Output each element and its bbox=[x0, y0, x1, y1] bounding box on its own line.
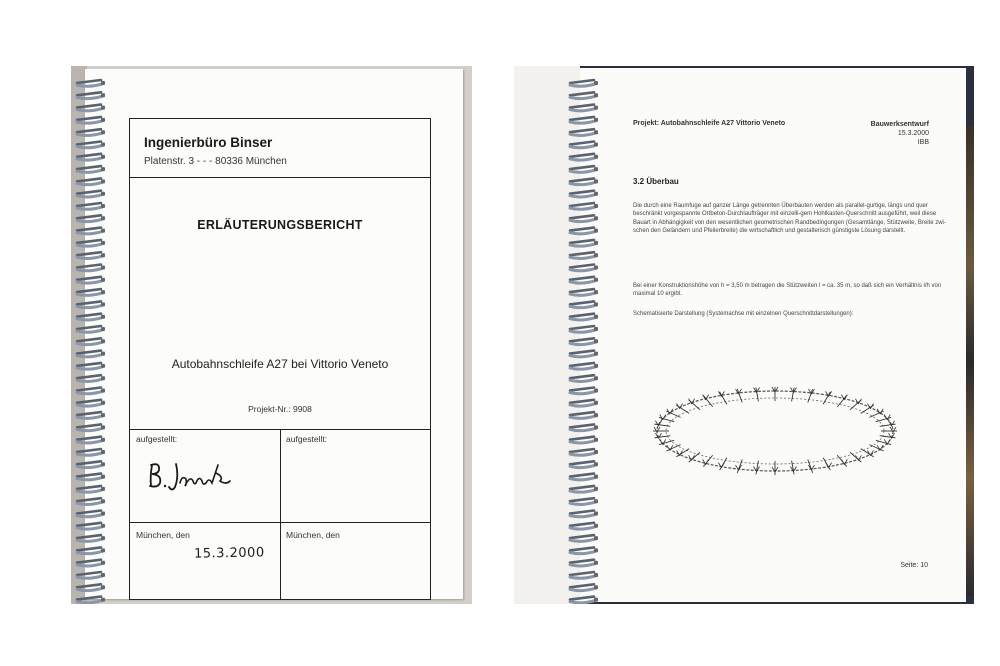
spiral-ring bbox=[77, 412, 105, 418]
spiral-ring bbox=[77, 523, 105, 529]
header-date: 15.3.2000 bbox=[897, 130, 929, 137]
cross-section-mark bbox=[676, 403, 689, 413]
spiral-ring bbox=[570, 400, 598, 406]
cover-page bbox=[85, 69, 463, 599]
spiral-ring bbox=[77, 117, 105, 123]
spiral-ring bbox=[570, 363, 598, 369]
spiral-ring bbox=[570, 105, 598, 111]
header-meta bbox=[871, 120, 929, 147]
paragraph-superstructure: Die durch eine Raumfuge auf ganzer Länge getrennten Überbauten werden als parallel-gurtige, längs und quer beschränkt vorgespannte Ortbeton-Durchlaufträger mit einzelli-gem Hohlkasten-Querschnitt ausgeführt, weil diese Bauart in Abhängigkeit von den wesentlichen geometrischen Randbedingungen (Gesamtlänge, Stützweite, Breite zwi-schen den Geländern und Pfeilerbreite) die wirtschaftlich und gestalterisch günstigste Lösung darstellt. bbox=[633, 203, 946, 234]
spiral-ring bbox=[77, 154, 105, 160]
spiral-ring bbox=[570, 142, 598, 148]
spiral-ring bbox=[77, 449, 105, 455]
spiral-ring bbox=[77, 92, 105, 98]
handwritten-signature bbox=[146, 459, 236, 498]
cross-section-mark bbox=[754, 387, 760, 401]
firm-name: Ingenierbüro Binser bbox=[144, 135, 273, 150]
spiral-ring bbox=[570, 388, 598, 394]
ring-axis-inner bbox=[666, 398, 884, 464]
spiral-ring bbox=[570, 597, 598, 603]
spiral-ring bbox=[77, 474, 105, 480]
spiral-ring bbox=[77, 252, 105, 258]
spiral-ring bbox=[570, 252, 598, 258]
spiral-ring bbox=[77, 314, 105, 320]
spiral-ring bbox=[570, 511, 598, 517]
spiral-ring bbox=[570, 486, 598, 492]
header-project: Projekt: Autobahnschleife A27 Vittorio Veneto bbox=[633, 120, 786, 127]
spiral-ring bbox=[77, 289, 105, 295]
content-page bbox=[580, 68, 966, 602]
spiral-ring bbox=[570, 314, 598, 320]
divider bbox=[130, 177, 430, 178]
page-number: Seite: 10 bbox=[900, 562, 928, 569]
spiral-ring bbox=[570, 228, 598, 234]
spiral-binding bbox=[564, 66, 604, 604]
header-doc-type: Bauwerksentwurf bbox=[870, 121, 929, 128]
spiral-ring bbox=[77, 498, 105, 504]
cross-section-mark bbox=[790, 387, 796, 401]
cross-section-mark bbox=[837, 395, 847, 407]
spiral-ring bbox=[570, 326, 598, 332]
cross-section-mark bbox=[703, 395, 713, 407]
spiral-ring bbox=[77, 388, 105, 394]
spiral-ring bbox=[77, 375, 105, 381]
header-office: IBB bbox=[917, 139, 929, 146]
cross-section-mark bbox=[790, 461, 796, 475]
spiral-ring bbox=[77, 105, 105, 111]
spiral-ring bbox=[570, 523, 598, 529]
spiral-ring bbox=[570, 154, 598, 160]
prepared-by-label-left: aufgestellt: bbox=[136, 434, 178, 444]
spiral-ring bbox=[77, 228, 105, 234]
spiral-ring bbox=[77, 547, 105, 553]
section-title: 3.2 Überbau bbox=[633, 177, 679, 186]
spiral-ring bbox=[570, 547, 598, 553]
spiral-ring bbox=[570, 301, 598, 307]
spiral-ring bbox=[77, 265, 105, 271]
ring-bridge-diagram bbox=[640, 373, 910, 508]
spiral-ring bbox=[77, 215, 105, 221]
spiral-ring bbox=[570, 80, 598, 86]
spiral-ring bbox=[570, 289, 598, 295]
spiral-ring bbox=[77, 560, 105, 566]
spiral-ring bbox=[570, 461, 598, 467]
spiral-ring bbox=[570, 265, 598, 271]
paragraph-span-ratio: Bei einer Konstruktionshöhe von h = 3,50 m betragen die Stützweiten l = ca. 35 m, so daß sich ein Verhältnis l/h von maximal 10 ergibt. bbox=[633, 283, 942, 298]
spiral-binding bbox=[71, 66, 111, 604]
spiral-ring bbox=[570, 424, 598, 430]
spiral-ring bbox=[77, 301, 105, 307]
spiral-ring bbox=[570, 449, 598, 455]
cross-section-mark bbox=[736, 460, 743, 473]
place-date-label-left: München, den bbox=[136, 530, 190, 540]
cross-section-mark bbox=[653, 427, 669, 432]
handwritten-date: 15.3.2000 bbox=[193, 545, 265, 562]
spiral-ring bbox=[570, 215, 598, 221]
spiral-ring bbox=[570, 92, 598, 98]
spiral-ring bbox=[77, 142, 105, 148]
cross-section-mark bbox=[869, 445, 883, 451]
spiral-ring bbox=[570, 117, 598, 123]
prepared-by-label-right: aufgestellt: bbox=[286, 434, 328, 444]
spiral-ring bbox=[570, 129, 598, 135]
spiral-ring bbox=[570, 178, 598, 184]
spiral-ring bbox=[570, 498, 598, 504]
spiral-ring bbox=[570, 351, 598, 357]
spiral-ring bbox=[570, 560, 598, 566]
spiral-ring bbox=[77, 80, 105, 86]
spiral-ring bbox=[77, 535, 105, 541]
spiral-ring bbox=[570, 240, 598, 246]
spiral-ring bbox=[77, 129, 105, 135]
spiral-ring bbox=[570, 474, 598, 480]
spiral-ring bbox=[77, 240, 105, 246]
spiral-ring bbox=[77, 424, 105, 430]
cross-section-mark bbox=[881, 427, 897, 432]
spiral-ring bbox=[570, 412, 598, 418]
title-block-frame bbox=[129, 118, 431, 600]
project-number: Projekt-Nr.: 9908 bbox=[248, 404, 312, 414]
spiral-ring bbox=[77, 203, 105, 209]
cross-section-mark bbox=[666, 445, 680, 451]
spiral-ring bbox=[77, 572, 105, 578]
cross-section-mark bbox=[659, 439, 674, 444]
spiral-ring bbox=[570, 375, 598, 381]
spiral-ring bbox=[77, 338, 105, 344]
spiral-ring bbox=[570, 572, 598, 578]
cross-section-mark bbox=[772, 461, 778, 475]
spiral-ring bbox=[77, 326, 105, 332]
spiral-ring bbox=[77, 511, 105, 517]
spiral-ring bbox=[77, 351, 105, 357]
document-title: ERLÄUTERUNGSBERICHT bbox=[197, 218, 363, 232]
spiral-ring bbox=[570, 535, 598, 541]
paragraph-diagram-caption: Schematisierte Darstellung (Systemachse mit einzelnen Querschnittdarstellungen): bbox=[633, 311, 854, 317]
spiral-ring bbox=[570, 338, 598, 344]
divider bbox=[130, 522, 430, 523]
spiral-ring bbox=[77, 191, 105, 197]
spiral-ring bbox=[77, 400, 105, 406]
spiral-ring bbox=[570, 203, 598, 209]
cross-section-mark bbox=[850, 399, 861, 410]
firm-address: Platenstr. 3 - - - 80336 München bbox=[144, 156, 287, 167]
spiral-ring bbox=[77, 584, 105, 590]
place-date-label-right: München, den bbox=[286, 530, 340, 540]
spiral-ring bbox=[77, 597, 105, 603]
spiral-ring bbox=[570, 277, 598, 283]
cross-section-mark bbox=[772, 387, 778, 401]
cross-section-mark bbox=[754, 461, 760, 475]
spiral-ring bbox=[77, 363, 105, 369]
spiral-ring bbox=[570, 166, 598, 172]
spiral-ring bbox=[77, 461, 105, 467]
cover-notebook bbox=[71, 66, 472, 604]
divider bbox=[280, 429, 281, 599]
spiral-ring bbox=[77, 166, 105, 172]
spiral-ring bbox=[77, 178, 105, 184]
content-notebook bbox=[514, 66, 974, 604]
spiral-ring bbox=[77, 486, 105, 492]
spiral-ring bbox=[77, 277, 105, 283]
spiral-ring bbox=[570, 437, 598, 443]
project-title: Autobahnschleife A27 bei Vittorio Veneto bbox=[171, 357, 389, 371]
cross-section-mark bbox=[861, 403, 874, 413]
cross-section-mark bbox=[823, 391, 831, 404]
spiral-ring bbox=[570, 191, 598, 197]
cross-section-mark bbox=[718, 391, 726, 404]
spiral-ring bbox=[570, 584, 598, 590]
spiral-ring bbox=[77, 437, 105, 443]
